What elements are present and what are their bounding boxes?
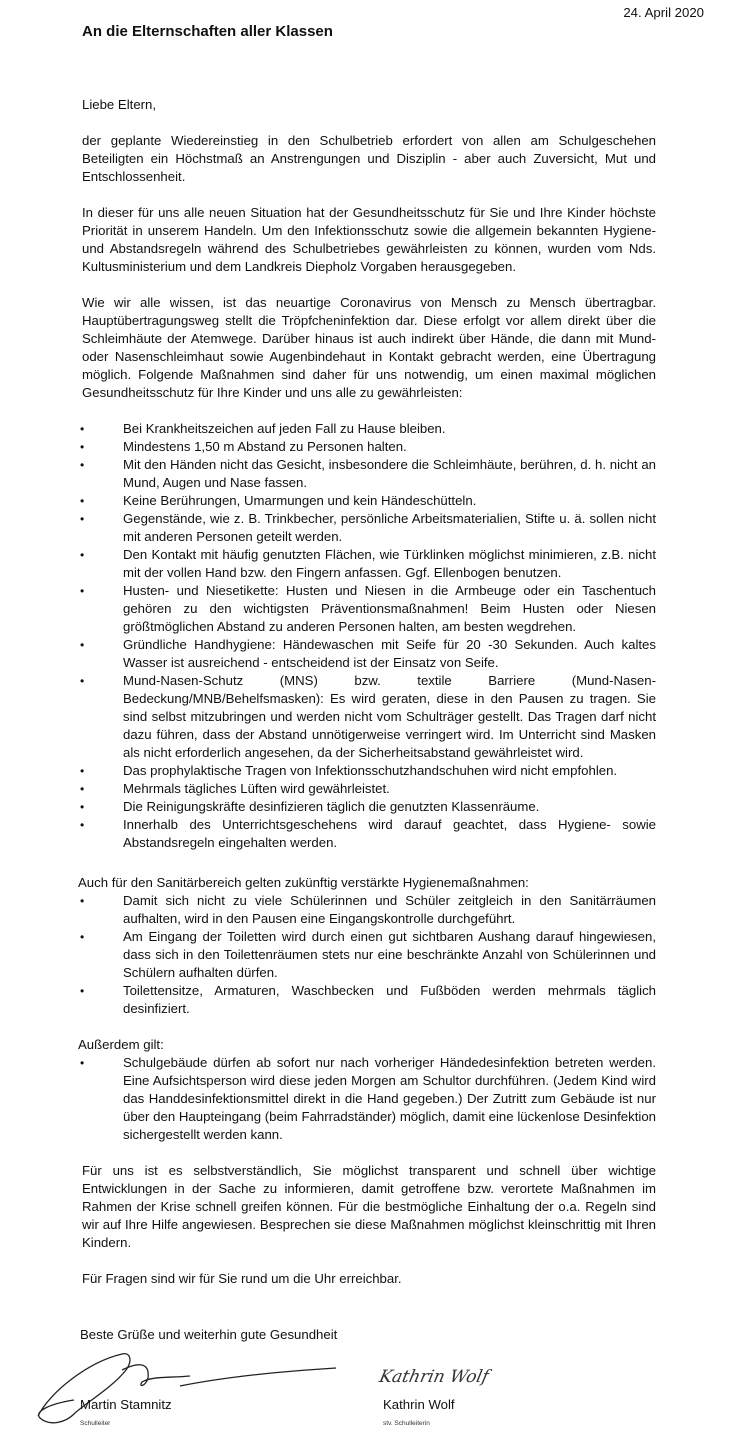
closing-line: Beste Grüße und weiterhin gute Gesundheit [80, 1327, 338, 1342]
list-item: • Mindestens 1,50 m Abstand zu Personen halten. [78, 438, 656, 456]
list-item: • Schulgebäude dürfen ab sofort nur nach vorheriger Händedesinfektion betreten werden. Eine Aufsichtsperson wird diese jeden Morgen am Schultor durchführen. (Jedem Kind wird das Handdesinfektionsmittel direkt in die Hand gegeben.) Der Zutritt zum Gebäude ist nur über den Haupteingang (beim Fahrradständer) möglich, damit eine lückenlose Desinfektion sichergestellt werden kann. [78, 1054, 656, 1144]
list-item: • Die Reinigungskräfte desinfizieren täglich die genutzten Klassenräume. [78, 798, 656, 816]
transmission-paragraph: Wie wir alle wissen, ist das neuartige Coronavirus von Mensch zu Mensch übertragbar. Hauptübertragungsweg stellt die Tröpfcheninfektion dar. Diese erfolgt vor allem direkt über die Schleimhäute der Atemwege. Darüber hinaus ist auch indirekt über Hände, die dann mit Mund- oder Nasenschleimhaut sowie Augenbindehaut in Kontakt gebracht werden, eine Übertragung möglich. Folgende Maßnahmen sind daher für uns notwendig, um einen maximal möglichen Gesundheitsschutz für Ihre Kinder und uns alle zu gewährleisten: [82, 295, 656, 400]
additionally-heading: Außerdem gilt: [78, 1037, 164, 1052]
list-item: • Mund-Nasen-Schutz (MNS) bzw. textile Barriere (Mund-Nasen-Bedeckung/MNB/Behelfsmasken): Es wird geraten, diese in den Pausen zu tragen. Sie sind selbst mitzubringen und werden nicht vom Schulträger gestellt. Das Tragen darf nicht dazu führen, dass der Abstand unnötigerweise verringert wird. Im Unterricht sind Masken als nicht erforderlich angesehen, da der Sicherheitsabstand gewährleistet wird. [78, 672, 656, 762]
signature-role-wolf: stv. Schulleiterin [383, 1420, 430, 1427]
health-priority-paragraph: In dieser für uns alle neuen Situation hat der Gesundheitsschutz für Sie und Ihre Kinder höchste Priorität in unserem Handeln. Um den Infektionsschutz sowie die allgemein bekannten Hygiene- und Abstandsregeln während des Schulbetriebes gewährleisten zu können, wurden vom Nds. Kultusministerium und dem Landkreis Diepholz Vorgaben herausgegeben. [82, 205, 656, 274]
list-item: • Mit den Händen nicht das Gesicht, insbesondere die Schleimhäute, berühren, d. h. nicht an Mund, Augen und Nase fassen. [78, 456, 656, 492]
sanitary-heading: Auch für den Sanitärbereich gelten zukünftig verstärkte Hygienemaßnahmen: [78, 875, 529, 890]
list-item: • Bei Krankheitszeichen auf jeden Fall zu Hause bleiben. [78, 420, 656, 438]
list-item: • Den Kontakt mit häufig genutzten Flächen, wie Türklinken möglichst minimieren, z.B. nicht mit der vollen Hand bzw. den Fingern anfassen. Ggf. Ellenbogen benutzen. [78, 546, 656, 582]
signature-role-stamnitz: Schulleiter [80, 1420, 111, 1427]
letter-title: An die Elternschaften aller Klassen [82, 23, 333, 40]
svg-text:Kathrin Wolf: Kathrin Wolf [377, 1367, 491, 1387]
information-paragraph: Für uns ist es selbstverständlich, Sie möglichst transparent und schnell über wichtige Entwicklungen in der Sache zu informieren, damit getroffene bzw. verortete Maßnahmen im Rahmen der Krise schnell greifen können. Für die bestmögliche Einhaltung der o.a. Regeln sind wir auf Ihre Hilfe angewiesen. Besprechen sie diese Maßnahmen möglichst kleinschrittig mit Ihren Kindern. [82, 1163, 656, 1250]
signature-name-wolf: Kathrin Wolf [383, 1397, 455, 1412]
measures-list [78, 420, 656, 852]
list-item: • Gegenstände, wie z. B. Trinkbecher, persönliche Arbeitsmaterialien, Stifte u. ä. sollen nicht mit anderen Personen geteilt werden. [78, 510, 656, 546]
list-item: • Am Eingang der Toiletten wird durch einen gut sichtbaren Aushang darauf hingewiesen, dass sich in den Toilettenräumen stets nur eine beschränkte Anzahl von Schülerinnen und Schülern aufhalten dürfen. [78, 928, 656, 982]
list-item: • Toilettensitze, Armaturen, Waschbecken und Fußböden werden mehrmals täglich desinfiziert. [78, 982, 656, 1018]
additionally-list [78, 1054, 656, 1144]
list-item: • Keine Berührungen, Umarmungen und kein Händeschütteln. [78, 492, 656, 510]
signature-wolf-icon [377, 1356, 522, 1396]
sanitary-list [78, 892, 656, 1018]
list-item: • Das prophylaktische Tragen von Infektionsschutzhandschuhen wird nicht empfohlen. [78, 762, 656, 780]
letter-date: 24. April 2020 [623, 5, 704, 20]
list-item: • Husten- und Niesetikette: Husten und Niesen in die Armbeuge oder ein Taschentuch gehören zu den wichtigsten Präventionsmaßnahmen! Beim Husten oder Niesen größtmöglichen Abstand zu anderen Personen halten, am besten wegdrehen. [78, 582, 656, 636]
contact-paragraph: Für Fragen sind wir für Sie rund um die Uhr erreichbar. [82, 1271, 402, 1286]
list-item: • Innerhalb des Unterrichtsgeschehens wird darauf geachtet, dass Hygiene- sowie Abstandsregeln eingehalten werden. [78, 816, 656, 852]
signature-name-stamnitz: Martin Stamnitz [80, 1397, 172, 1412]
salutation: Liebe Eltern, [82, 97, 157, 112]
intro-paragraph: der geplante Wiedereinstieg in den Schulbetrieb erfordert von allen am Schulgeschehen Beteiligten ein Höchstmaß an Anstrengungen und Disziplin - aber auch Zuversicht, Mut und Entschlossenheit. [82, 133, 656, 184]
list-item: • Mehrmals tägliches Lüften wird gewährleistet. [78, 780, 656, 798]
list-item: • Gründliche Handhygiene: Händewaschen mit Seife für 20 -30 Sekunden. Auch kaltes Wasser ist ausreichend - entscheidend ist der Einsatz von Seife. [78, 636, 656, 672]
list-item: • Damit sich nicht zu viele Schülerinnen und Schüler zeitgleich in den Sanitärräumen aufhalten, wird in den Pausen eine Eingangskontrolle durchgeführt. [78, 892, 656, 928]
